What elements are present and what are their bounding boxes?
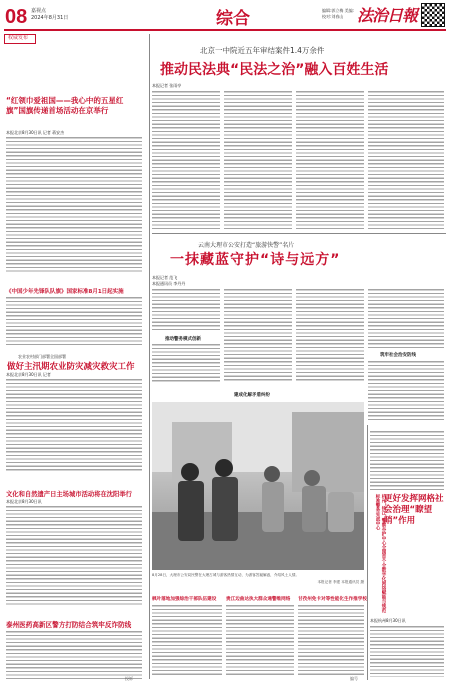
article-2-title: 《中国少年先锋队队旗》国家标准8月1日起实施 (6, 289, 124, 295)
masthead: 法治日報 (357, 6, 418, 25)
feature-reporter-1: 本报记者 范飞 (152, 275, 178, 280)
article-1-title: “红领巾爱祖国——我心中的五星红旗”国旗传递首场活动在京举行 (6, 96, 124, 115)
main-body-col-1 (152, 90, 220, 230)
article-2-body (6, 296, 142, 346)
date-line: 2024年8月31日 (31, 15, 69, 21)
right-title-box (384, 494, 444, 614)
feature-body-col-1 (152, 288, 220, 332)
main-kicker: 北京一中院近五年审结案件1.4万余件 (200, 46, 325, 55)
section-title: 综合 (216, 9, 250, 29)
article-5-body (6, 630, 142, 680)
article-1-byline: 本报北京8月30日讯 记者 蒋安杰 (6, 130, 65, 135)
right-title: 更好发挥网格社会治理“瞭望哨”作用 (384, 494, 444, 526)
feature-subhead-3: 筑牢社会治安防线 (380, 353, 416, 358)
bottom-body-1 (152, 604, 222, 676)
right-vertical-title-text: 杭州“钱江”警察谷护中心全国首个全数字化网络赋能与规范标准警务实战中心 (375, 494, 386, 613)
article-1-body (6, 136, 142, 272)
right-byline: 本报杭州8月30日讯 (370, 618, 406, 623)
main-body-col-2 (224, 90, 292, 230)
feature-subhead-1: 推动警务模式创新 (165, 337, 201, 342)
bottom-headline-1: 枫叶落地加强综治干部队伍建设 (152, 597, 217, 602)
right-body-top (370, 430, 444, 490)
footer-label-2: 编号 (350, 676, 358, 681)
photo-caption-text: 8月28日，大理市公安局民警在大理古城与游客热情互动，为游客答疑解惑，介绍风土人情。 (152, 573, 300, 577)
feature-body-col-4b (368, 360, 444, 422)
label-text: 权威发布 (8, 35, 29, 41)
article-4-byline: 本报北京8月30日讯 (6, 499, 42, 504)
editor-line-2: 校对:刘春山 (322, 14, 344, 19)
right-vertical-title (374, 494, 386, 614)
bottom-headline-3: 甘孜州免卡对等性能化生作推学校 (298, 597, 367, 602)
main-byline: 本报记者 张雨亭 (152, 83, 182, 88)
right-body (370, 625, 444, 677)
article-3-title: 做好主汛期农业防灾减灾救灾工作 (7, 362, 135, 372)
left-column (4, 34, 145, 683)
feature-title: 一抹藏蓝守护“诗与远方” (170, 252, 341, 268)
qr-code-icon (421, 3, 445, 27)
article-3-byline: 本报北京8月30日讯 记者 (6, 372, 51, 377)
article-5-title: 泰州医药高新区警方打防结合筑牢反诈防线 (6, 621, 132, 629)
main-title: 推动民法典“民法之治”融入百姓生活 (160, 62, 389, 78)
feature-subhead-2: 建成化解矛盾纠纷 (234, 393, 270, 398)
header-rule (4, 29, 446, 31)
page-number: 08 (5, 6, 28, 28)
feature-body-col-1b (152, 343, 220, 383)
main-body-col-3 (296, 90, 364, 230)
feature-reporter-2: 本报通讯员 李丹丹 (152, 281, 186, 286)
editor-line-1: 编辑:郭立梅 美编: (322, 8, 354, 13)
feature-body-col-2 (224, 288, 292, 383)
section-small: 嘉视点 (31, 8, 47, 14)
photo-caption (152, 573, 364, 587)
left-divider (149, 34, 150, 679)
photo-scene (152, 402, 364, 570)
article-4-title: 文化和自然遗产日主场城市活动将在沈阳举行 (6, 491, 132, 498)
feature-body-col-4 (368, 288, 444, 348)
feature-body-col-3 (296, 288, 364, 383)
article-3-kicker: 农业农村部门部署全国部署 (18, 354, 66, 359)
main-body-col-4 (368, 90, 444, 230)
feature-kicker: 云南大理市公安打造“旅游快警”名片 (198, 242, 295, 249)
bottom-body-3 (298, 604, 364, 676)
footer-label-1: 投诉 (125, 676, 133, 681)
bottom-body-2 (226, 604, 294, 676)
right-divider (367, 425, 368, 680)
bottom-headline-2: 贵江边曲达执大群众通警维网络 (226, 597, 291, 602)
feature-photo (152, 402, 364, 570)
main-divider (152, 233, 446, 234)
article-3-body (6, 378, 142, 473)
photo-credit: 本报记者 李建 本报通讯员 摄 (317, 580, 364, 584)
article-4-body (6, 505, 142, 605)
